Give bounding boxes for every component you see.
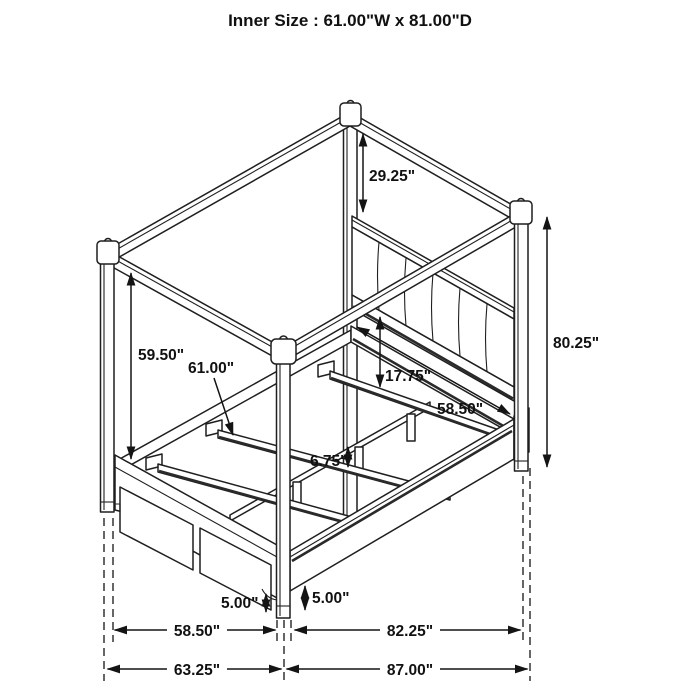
label-inner-width: 61.00" <box>188 360 235 377</box>
label-overall-depth: 87.00" <box>386 662 434 679</box>
label-canopy-drop: 29.25" <box>369 168 416 185</box>
label-inner-rail-span: 58.50" <box>437 401 484 418</box>
label-footboard-gap: 5.00" <box>221 595 259 612</box>
label-slat-leg: 6.75" <box>310 453 348 470</box>
label-deck-to-headboard: 17.75" <box>385 368 432 385</box>
label-footboard-width: 58.50" <box>173 623 221 640</box>
canopy-rear-rails <box>107 112 521 264</box>
diagram-title: Inner Size : 61.00"W x 81.00"D <box>228 11 472 30</box>
front-post <box>277 348 291 618</box>
right-post <box>515 210 529 471</box>
label-canopy-clearance: 59.50" <box>138 347 185 364</box>
label-post-height: 80.25" <box>553 335 600 352</box>
label-overall-width: 63.25" <box>173 662 221 679</box>
label-side-rail-length: 82.25" <box>386 623 434 640</box>
label-rail-gap: 5.00" <box>312 590 350 607</box>
